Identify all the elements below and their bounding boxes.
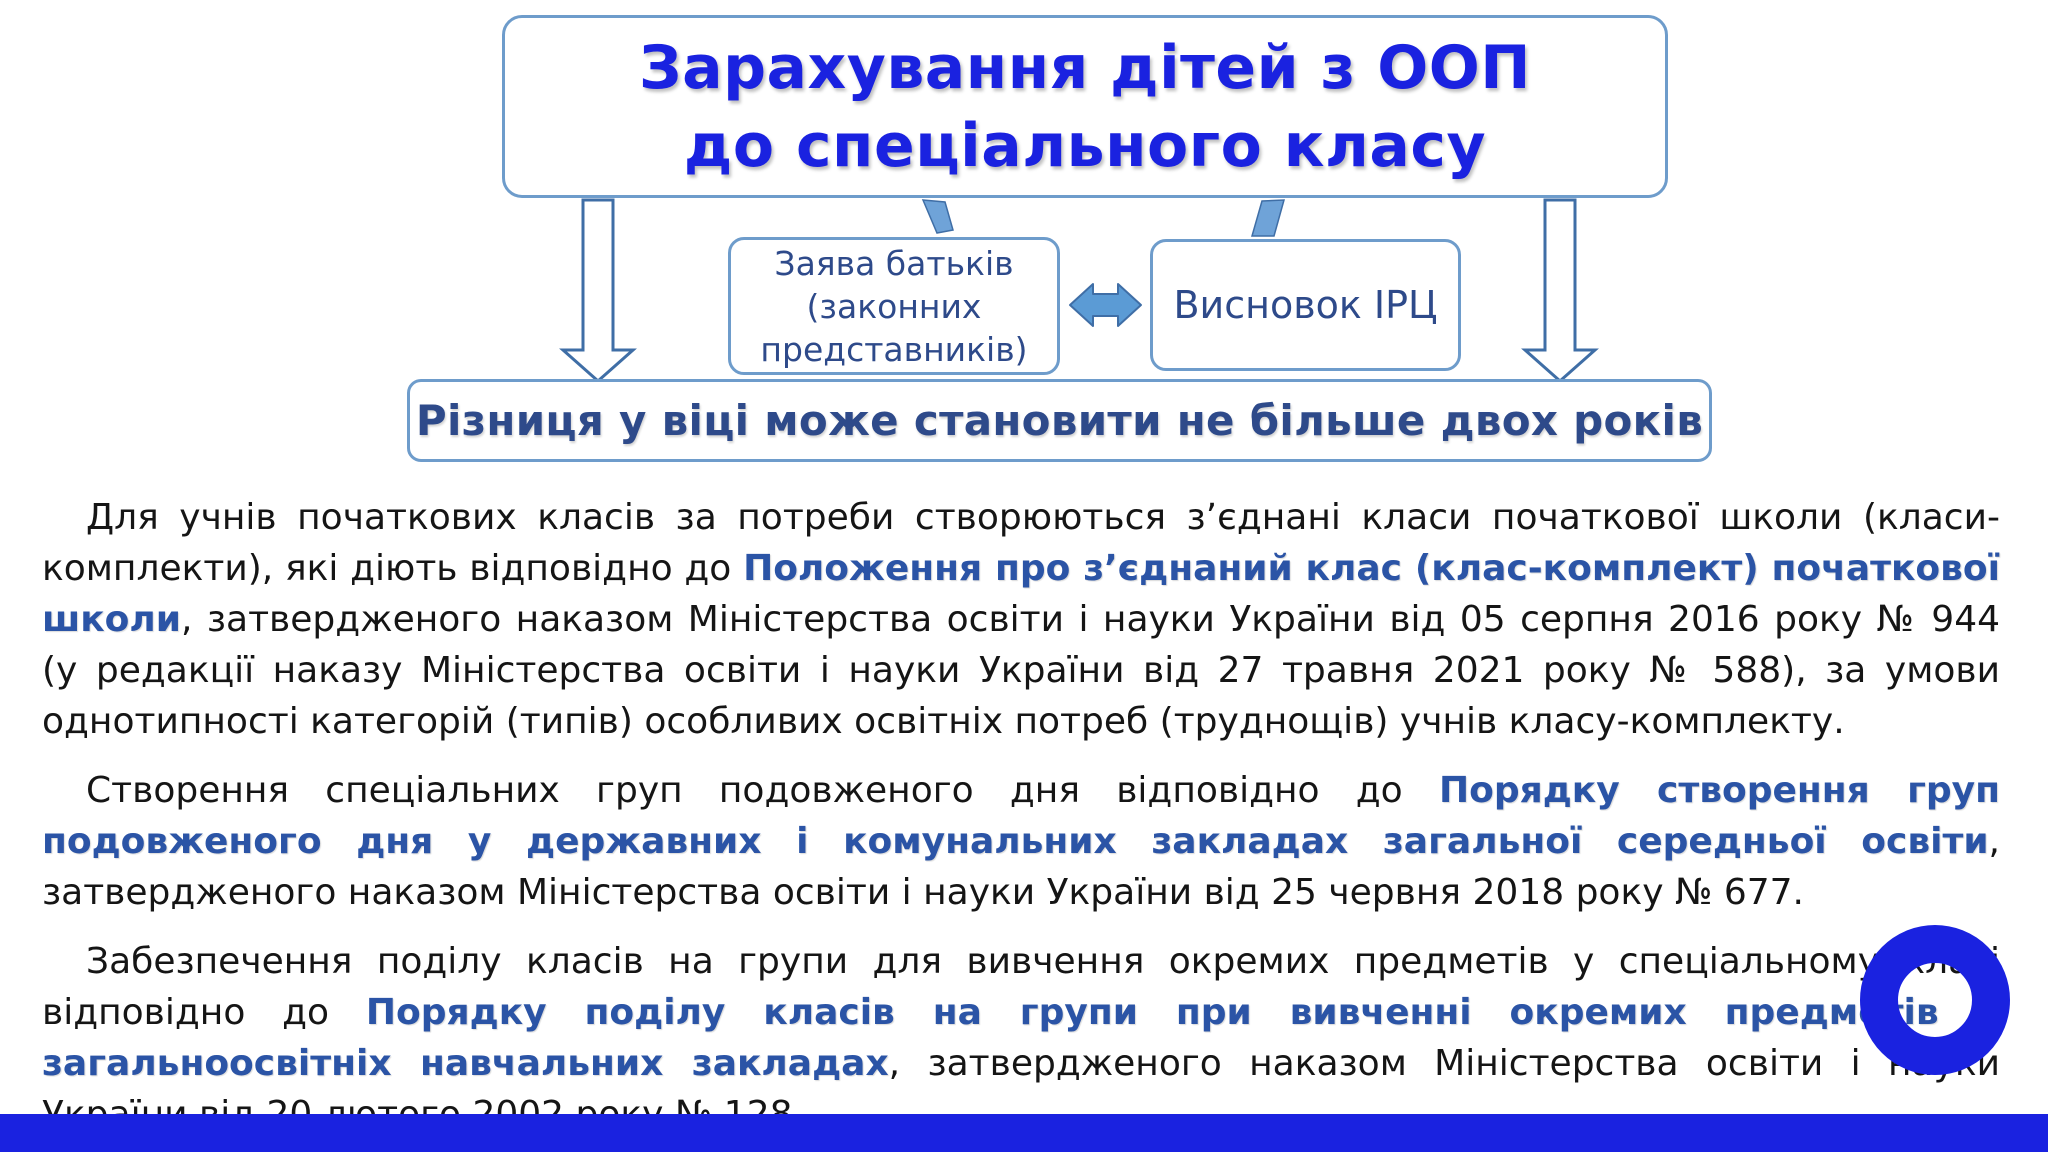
- application-line-3: представників): [760, 329, 1028, 369]
- paragraph-combined-classes: [42, 492, 2000, 747]
- irc-conclusion-box: [1150, 239, 1461, 371]
- paragraph-1-text-start: Для учнів початкових класів за потреби створюються з’єднані класи початкової школи (класи-комплекти), які діють відповідно до: [42, 497, 2000, 589]
- paragraph-2-text-start: Створення спеціальних груп подовженого дня відповідно до: [86, 770, 1439, 811]
- paragraph-3-text-start: Забезпечення поділу класів на групи для вивчення окремих предметів у спеціальному класі відповідно до: [42, 941, 2000, 1033]
- right-connector-wedge: [1252, 200, 1284, 236]
- right-down-arrow-icon: [1525, 200, 1595, 381]
- class-division-procedure-link[interactable]: Порядку поділу класів на групи при вивченні окремих предметів у загальноосвітніх навчальних закладах: [42, 992, 2000, 1084]
- paragraph-class-division: [42, 936, 2000, 1140]
- age-difference-label: Різниця у віці може становити не більше двох років: [415, 396, 1704, 445]
- parents-application-box: [728, 237, 1060, 375]
- application-line-2: (законних: [806, 286, 982, 326]
- double-arrow-icon: [1070, 284, 1141, 326]
- paragraph-2-text-end: , затвердженого наказом Міністерства освіти і науки України від 25 червня 2018 року № 677.: [42, 821, 2000, 913]
- left-down-arrow-icon: [563, 200, 633, 381]
- age-difference-box: [407, 379, 1712, 462]
- title-line-2: до спеціального класу: [683, 110, 1487, 181]
- title-box: [502, 15, 1668, 198]
- paragraph-extended-day-groups: [42, 765, 2000, 918]
- paragraph-1-text-end: , затвердженого наказом Міністерства освіти і науки України від 05 серпня 2016 року № 944 (у редакції наказу Міністерства освіти і науки України від 27 травня 2021 року № 588), за умови однотипності категорій (типів) особливих освітніх потреб (труднощів) учнів класу-комплекту.: [42, 599, 2000, 742]
- extended-day-groups-procedure-link[interactable]: Порядку створення груп подовженого дня у державних і комунальних закладах загальної середньої освіти: [42, 770, 2001, 862]
- body-text: [42, 492, 2000, 1158]
- bottom-bar: [0, 1114, 2048, 1152]
- decorative-ring-icon: [1860, 925, 2010, 1075]
- left-connector-wedge: [923, 200, 953, 233]
- paragraph-3-text-end: , затвердженого наказом Міністерства освіти і науки: [888, 1043, 2000, 1084]
- application-line-1: Заява батьків: [774, 243, 1014, 283]
- combined-class-regulation-link[interactable]: Положення про з’єднаний клас (клас-комплект) початкової школи: [42, 548, 2000, 640]
- title-line-1: Зарахування дітей з ООП: [638, 32, 1532, 103]
- irc-conclusion-label: Висновок ІРЦ: [1173, 283, 1438, 327]
